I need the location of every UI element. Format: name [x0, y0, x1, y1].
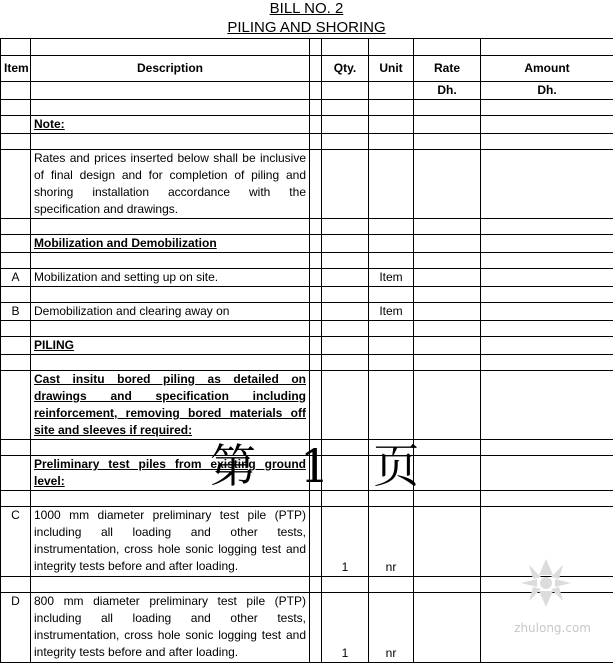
item-b-unit: Item	[369, 303, 414, 321]
piling-heading-row	[1, 337, 613, 355]
item-c-description: 1000 mm diameter preliminary test pile (PTP) including all loading and other tests, instrumentation, cross hole sonic logging test and integrity tests before and after loading.	[31, 507, 310, 577]
header-currency-row	[1, 82, 613, 100]
bill-title: PILING AND SHORING	[0, 19, 613, 37]
col-rate-header: Rate	[414, 56, 481, 82]
item-c-row	[1, 507, 613, 577]
table-row	[1, 440, 613, 456]
table-row	[1, 100, 613, 116]
table-row	[1, 39, 613, 56]
note-heading: Note:	[31, 116, 310, 134]
item-a-description: Mobilization and setting up on site.	[31, 269, 310, 287]
cast-insitu-text: Cast insitu bored piling as detailed on drawings and specification including reinforcement, removing bored materials off site and sleeves if required:	[31, 371, 310, 440]
table-row	[1, 577, 613, 593]
watermark-char-1: 第	[210, 439, 260, 493]
item-d-description: 800 mm diameter preliminary test pile (PTP) including all loading and other tests, instrumentation, cross hole sonic logging test and integrity tests before and after loading.	[31, 593, 310, 663]
item-d-qty: 1	[322, 593, 369, 663]
item-a-row	[1, 269, 613, 287]
header-row	[1, 56, 613, 82]
item-a-code: A	[1, 269, 31, 287]
table-row	[1, 491, 613, 507]
rate-currency: Dh.	[414, 82, 481, 100]
note-text: Rates and prices inserted below shall be inclusive of final design and for completion of piling and shoring installation accordance with the specification and drawings.	[31, 150, 310, 219]
note-heading-row	[1, 116, 613, 134]
bill-table	[0, 38, 613, 663]
mobilization-heading-row	[1, 235, 613, 253]
table-row	[1, 287, 613, 303]
item-a-unit: Item	[369, 269, 414, 287]
col-description-header: Description	[31, 56, 310, 82]
preliminary-row	[1, 456, 613, 491]
item-b-code: B	[1, 303, 31, 321]
col-amount-header: Amount	[481, 56, 613, 82]
preliminary-text: Preliminary test piles from existing ground level:	[31, 456, 310, 491]
table-row	[1, 134, 613, 150]
amount-currency: Dh.	[481, 82, 613, 100]
mobilization-heading: Mobilization and Demobilization	[31, 235, 310, 253]
item-b-description: Demobilization and clearing away on	[31, 303, 310, 321]
table-row	[1, 321, 613, 337]
piling-heading: PILING	[31, 337, 310, 355]
item-d-unit: nr	[369, 593, 414, 663]
table-row	[1, 219, 613, 235]
item-c-qty: 1	[322, 507, 369, 577]
col-qty-header: Qty.	[322, 56, 369, 82]
note-text-row	[1, 150, 613, 219]
item-d-code: D	[1, 593, 31, 663]
zhulong-logo-text: zhulong.com	[514, 621, 591, 635]
watermark-char-3: 页	[373, 439, 423, 493]
col-item-header: Item	[1, 56, 31, 82]
item-c-code: C	[1, 507, 31, 577]
cast-insitu-row	[1, 371, 613, 440]
bill-number: BILL NO. 2	[0, 0, 613, 18]
item-c-unit: nr	[369, 507, 414, 577]
table-row	[1, 355, 613, 371]
watermark-char-2: 1	[300, 439, 333, 493]
table-row	[1, 253, 613, 269]
item-b-row	[1, 303, 613, 321]
col-unit-header: Unit	[369, 56, 414, 82]
